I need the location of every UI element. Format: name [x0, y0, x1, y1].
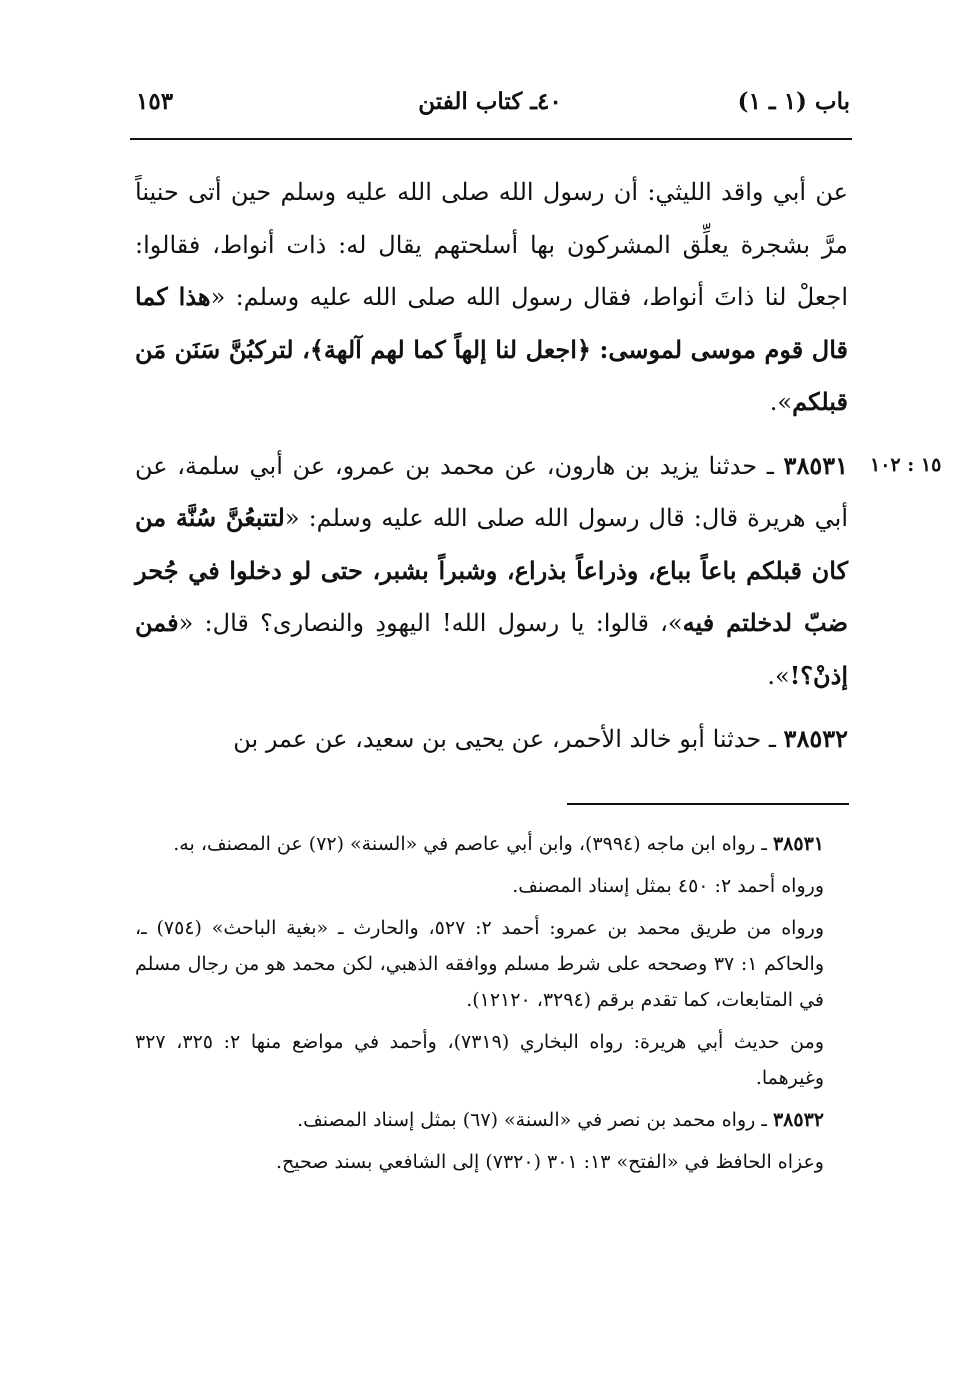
footnote: ورواه من طريق محمد بن عمرو: أحمد ٢: ٥٢٧، والحارث ـ «بغية الباحث» (٧٥٤) ـ، والحاكم ١: ٣٧ وصححه على شرط مسلم ووافقه الذهبي، لكن محمد هو من رجال مسلم في المتابعات، كما تقدم برقم (٣٢٩٤، ١٢١٢٠).	[135, 917, 825, 1011]
narration-text: ـ حدثنا يزيد بن هارون، عن محمد بن عمرو، عن أبي سلمة، عن أبي هريرة قال: قال رسول الله صلى الله عليه وسلم: «	[135, 451, 848, 532]
page-number: ١٥٣	[136, 88, 174, 115]
footnote: ومن حديث أبي هريرة: رواه البخاري (٧٣١٩)، وأحمد في مواضع منها ٢: ٣٢٥، ٣٢٧ وغيرهما.	[135, 1031, 824, 1089]
narration-text: »، قالوا: يا رسول الله! اليهودِ والنصارى؟ قال: «	[178, 609, 683, 637]
hadith-paragraph	[135, 166, 848, 429]
hadith-paragraph	[135, 713, 848, 766]
chapter-reference: باب (١ ـ ١)	[737, 88, 850, 115]
footnote-number: ٣٨٥٣١	[772, 833, 824, 855]
footnote	[135, 826, 848, 862]
hadith-number: ٣٨٥٣٢	[783, 724, 848, 753]
footnotes	[135, 826, 848, 1180]
footnote-number: ٣٨٥٣٢	[772, 1109, 824, 1131]
narration-text: عن أبي واقد الليثي: أن رسول الله صلى الله عليه وسلم حين أتى حنيناً مرَّ بشجرة يعلِّق المشركون بها أسلحتهم يقال له: ذات أنواط، فقالوا: اجعلْ لنا ذاتَ أنواط، فقال رسول الله صلى الله عليه وسلم: «	[135, 178, 849, 311]
narration-text: ».	[769, 388, 793, 416]
hadith-number: ٣٨٥٣١	[783, 450, 848, 480]
footnote-text: ـ رواه ابن ماجه (٣٩٩٤)، وابن أبي عاصم في «السنة» (٧٢) عن المصنف، به.	[173, 833, 773, 855]
footnote: وعزاه الحافظ في «الفتح» ١٣: ٣٠١ (٧٣٢٠) إلى الشافعي بسند صحيح.	[275, 1151, 824, 1173]
footnote: ورواه أحمد ٢: ٤٥٠ بمثل إسناد المصنف.	[512, 875, 824, 897]
footnote-separator	[567, 803, 849, 805]
header-rule	[130, 138, 852, 140]
footnote-text: ـ رواه محمد بن نصر في «السنة» (٦٧) بمثل إسناد المصنف.	[297, 1109, 773, 1131]
prophetic-saying: هذا كما قال قوم موسى لموسى: ﴿اجعل لنا إلهاً كما لهم آلهة﴾، لتركبُنَّ سَنَن مَن قبلكم	[135, 282, 848, 416]
footnote	[135, 1102, 848, 1138]
book-title: ٤٠ـ كتاب الفتن	[418, 88, 562, 115]
narration-text: ».	[767, 661, 790, 690]
hadith-paragraph	[135, 440, 848, 703]
running-header	[130, 88, 850, 128]
prophetic-saying: فمن إذنْ؟!	[135, 608, 848, 690]
main-text	[135, 166, 848, 766]
narration-text: ـ حدثنا أبو خالد الأحمر، عن يحيى بن سعيد، عن عمر بن	[233, 725, 784, 753]
marginal-reference: ١٥ : ١٠٢	[870, 454, 942, 476]
prophetic-saying: لتتبعُنَّ سُنَّة من كان قبلكم باعاً بباع، وذراعاً بذراع، وشبراً بشبر، حتى لو دخلوا في جُحر ضبّ لدخلتم فيه	[135, 503, 848, 637]
